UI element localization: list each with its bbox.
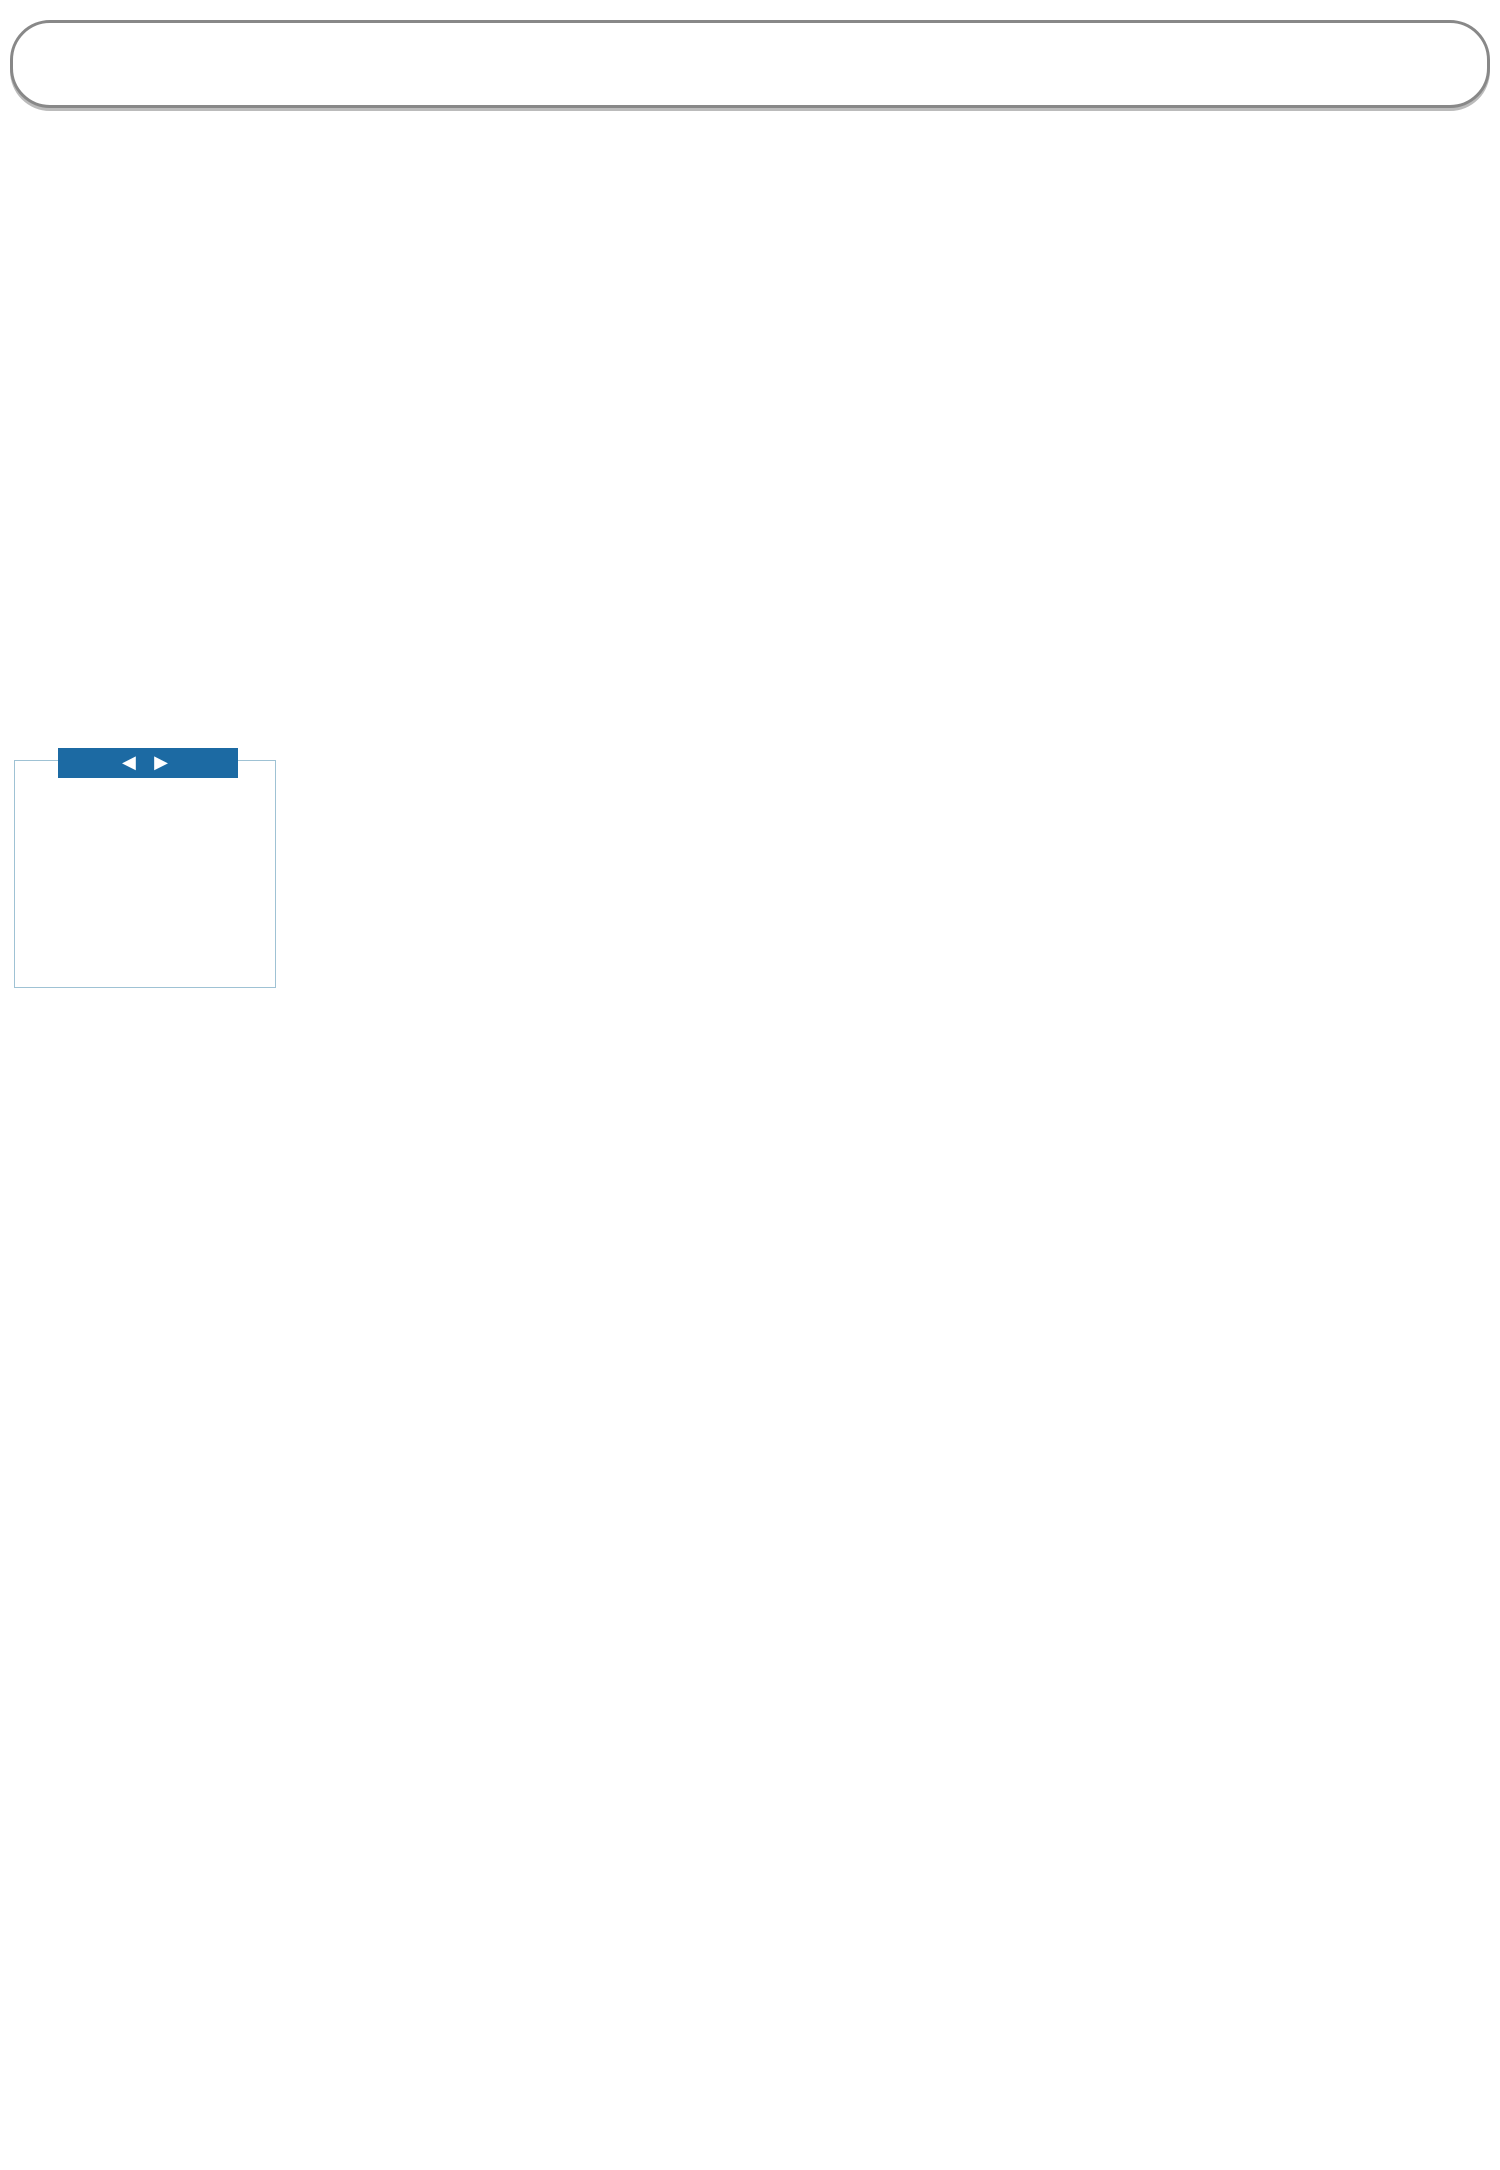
- li-qiang-headline: [1400, 150, 1470, 930]
- triangle-left-icon: ◀: [122, 752, 142, 773]
- masthead-frame: [10, 20, 1490, 108]
- lead-column-4: [855, 290, 1117, 298]
- lead-column-1: [14, 290, 279, 304]
- triangle-right-icon: ▶: [154, 752, 174, 773]
- foreign-news-label: [58, 748, 238, 778]
- foreign-news-box: [14, 760, 276, 988]
